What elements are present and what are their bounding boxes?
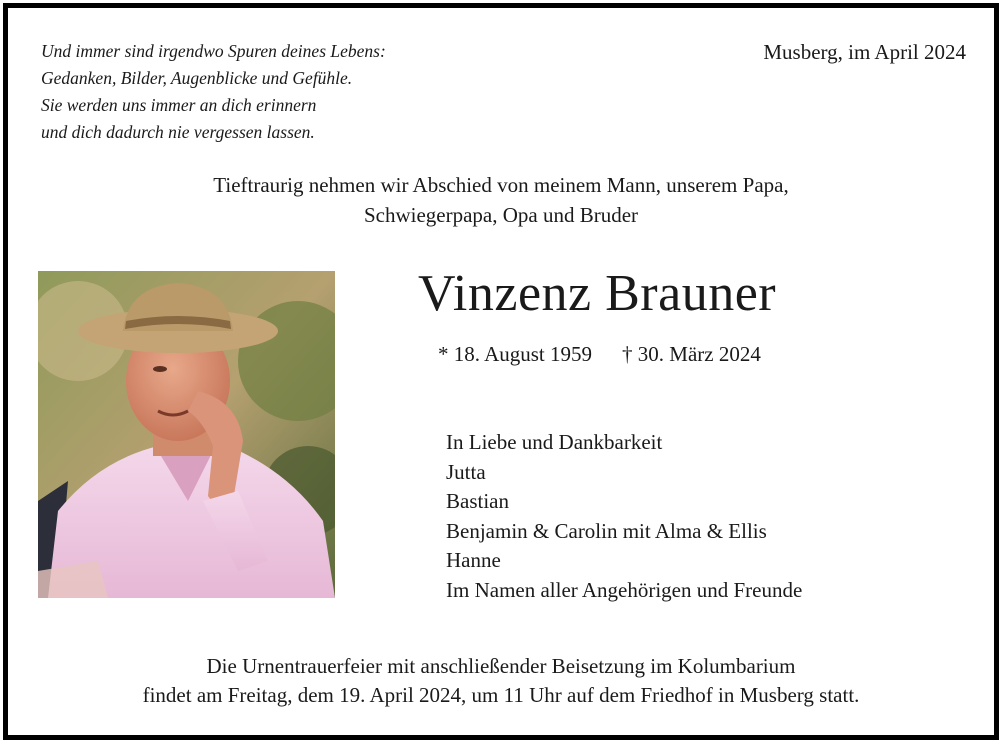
mourner-line: Bastian [446,489,509,513]
place-date: Musberg, im April 2024 [763,40,966,64]
intro-line: Tieftraurig nehmen wir Abschied von meinem Mann, unserem Papa, [213,173,789,197]
intro-line: Schwiegerpapa, Opa und Bruder [363,203,639,227]
poem-line: Gedanken, Bilder, Augenblicke und Gefühle. [41,68,353,88]
mourner-line: Hanne [446,548,501,572]
mourner-line: Im Namen aller Angehörigen und Freunde [446,577,803,602]
mourner-line: In Liebe und Dankbarkeit [446,430,663,454]
mourners-list [446,428,802,605]
poem-line: Und immer sind irgendwo Spuren deines Lebens: [41,41,386,61]
ceremony-info [8,652,994,710]
poem-line: und dich dadurch nie vergessen lassen. [41,122,315,142]
deceased-name: Vinzenz Brauner [418,265,777,322]
intro-text [8,170,994,230]
birth-date: * 18. August 1959 [438,342,593,366]
obituary-frame [3,3,999,740]
mourner-line: Benjamin & Carolin mit Alma & Ellis [446,518,767,543]
life-dates [438,342,761,367]
poem [41,38,386,146]
ceremony-line: Die Urnentrauerfeier mit anschließender Beisetzung im Kolumbarium [206,654,796,678]
poem-line: Sie werden uns immer an dich erinnern [41,95,317,115]
death-date: † 30. März 2024 [622,342,761,366]
portrait-photo [38,271,335,598]
mourner-line: Jutta [446,459,486,484]
ceremony-line: findet am Freitag, dem 19. April 2024, um 11 Uhr auf dem Friedhof in Musberg statt. [142,683,860,707]
